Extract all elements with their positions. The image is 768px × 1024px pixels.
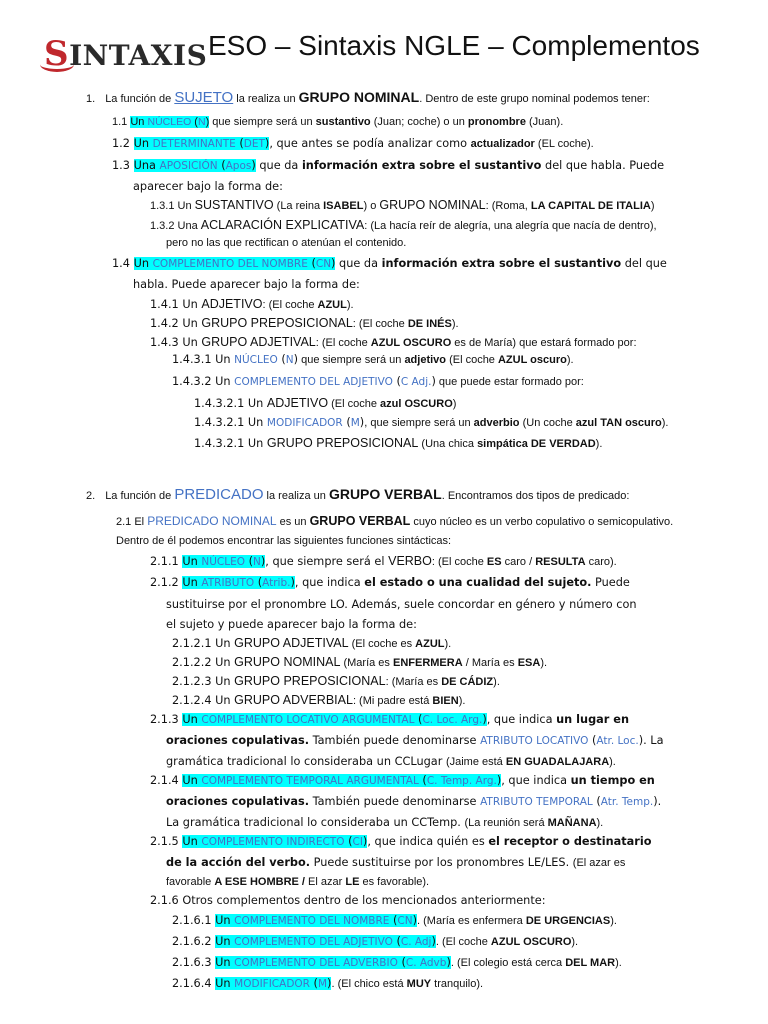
item-1-3-cont: aparecer bajo la forma de:	[133, 180, 283, 193]
item-2-1-6: 2.1.6 Otros complementos dentro de los mencionados anteriormente:	[150, 894, 546, 907]
item-2-1-5-cont2: favorable A ESE HOMBRE / El azar LE es favorable).	[166, 876, 430, 888]
item-1-4-cont: habla. Puede aparecer bajo la forma de:	[133, 278, 360, 291]
item-2-1-6-1: 2.1.6.1 Un COMPLEMENTO DEL NOMBRE (CN). (María es enfermera DE URGENCIAS).	[172, 914, 617, 927]
item-2-1-2-2: 2.1.2.2 Un GRUPO NOMINAL (María es ENFERMERA / María es ESA).	[172, 655, 548, 669]
item-1-4-3-2: 1.4.3.2 Un COMPLEMENTO DEL ADJETIVO (C Adj.) que puede estar formado por:	[172, 375, 584, 388]
item-2-1: 2.1 El PREDICADO NOMINAL es un GRUPO VERBAL cuyo núcleo es un verbo copulativo o semicopulativo.	[116, 514, 674, 528]
item-1-4-3-2-1-a: 1.4.3.2.1 Un ADJETIVO (El coche azul OSCURO)	[194, 396, 457, 410]
item-1-3-2: 1.3.2 Una ACLARACIÓN EXPLICATIVA: (La hacía reír de alegría, una alegría que nacía de dentro),	[150, 218, 657, 232]
item-2-1-2-cont1: sustituirse por el pronombre LO. Además, suele concordar en género y número con	[166, 598, 637, 611]
item-2-1-2-3: 2.1.2.3 Un GRUPO PREPOSICIONAL: (María es DE CÁDIZ).	[172, 674, 500, 688]
item-2-1-4-cont2: La gramática tradicional lo consideraba un CCTemp. (La reunión será MAÑANA).	[166, 816, 604, 829]
page-title: ESO – Sintaxis NGLE – Complementos	[208, 30, 700, 61]
page-header	[44, 30, 744, 74]
item-2-1-5: 2.1.5 Un COMPLEMENTO INDIRECTO (CI), que indica quién es el receptor o destinatario	[150, 835, 652, 848]
item-2-1-1: 2.1.1 Un NÚCLEO (N), que siempre será el VERBO: (El coche ES caro / RESULTA caro).	[150, 554, 617, 568]
section-1-heading: 1. La función de SUJETO la realiza un GRUPO NOMINAL. Dentro de este grupo nominal podemos tener:	[86, 89, 650, 106]
item-1-4-3-1: 1.4.3.1 Un NÚCLEO (N) que siempre será un adjetivo (El coche AZUL oscuro).	[172, 353, 574, 366]
item-2-1-4-cont1: oraciones copulativas. También puede denominarse ATRIBUTO TEMPORAL (Atr. Temp.).	[166, 795, 662, 808]
sintaxis-logo: SINTAXIS	[44, 34, 207, 74]
item-2-1-4: 2.1.4 Un COMPLEMENTO TEMPORAL ARGUMENTAL (C. Temp. Arg.), que indica un tiempo en	[150, 774, 655, 787]
item-2-1-5-cont1: de la acción del verbo. Puede sustituirse por los pronombres LE/LES. (El azar es	[166, 856, 626, 869]
item-1-3-2-cont: pero no las que rectifican o atenúan el contenido.	[166, 237, 407, 249]
item-1-4-3-2-1-b: 1.4.3.2.1 Un MODIFICADOR (M), que siempre será un adverbio (Un coche azul TAN oscuro).	[194, 416, 669, 429]
item-1-3-1: 1.3.1 Un SUSTANTIVO (La reina ISABEL) o GRUPO NOMINAL: (Roma, LA CAPITAL DE ITALIA)	[150, 198, 655, 212]
section-2-heading: 2. La función de PREDICADO la realiza un GRUPO VERBAL. Encontramos dos tipos de predicado:	[86, 486, 630, 503]
item-2-1-6-3: 2.1.6.3 Un COMPLEMENTO DEL ADVERBIO (C. Advb). (El colegio está cerca DEL MAR).	[172, 956, 622, 969]
item-2-1-2-4: 2.1.2.4 Un GRUPO ADVERBIAL: (Mi padre está BIEN).	[172, 693, 466, 707]
item-2-1-3: 2.1.3 Un COMPLEMENTO LOCATIVO ARGUMENTAL (C. Loc. Arg.), que indica un lugar en	[150, 713, 629, 726]
item-2-1-2: 2.1.2 Un ATRIBUTO (Atrib.), que indica el estado o una cualidad del sujeto. Puede	[150, 576, 630, 589]
item-2-1-3-cont2: gramática tradicional lo consideraba un CCLugar (Jaime está EN GUADALAJARA).	[166, 755, 616, 768]
item-1-4-1: 1.4.1 Un ADJETIVO: (El coche AZUL).	[150, 297, 354, 311]
item-2-1-2-1: 2.1.2.1 Un GRUPO ADJETIVAL (El coche es AZUL).	[172, 636, 452, 650]
item-2-1-3-cont1: oraciones copulativas. También puede denominarse ATRIBUTO LOCATIVO (Atr. Loc.). La	[166, 734, 664, 747]
item-2-1-2-cont2: el sujeto y puede aparecer bajo la forma de:	[166, 618, 417, 631]
item-1-1: 1.1 Un NÚCLEO (N) que siempre será un sustantivo (Juan; coche) o un pronombre (Juan).	[112, 116, 564, 128]
item-1-4-3: 1.4.3 Un GRUPO ADJETIVAL: (El coche AZUL OSCURO es de María) que estará formado por:	[150, 335, 637, 349]
item-1-4-3-2-1-c: 1.4.3.2.1 Un GRUPO PREPOSICIONAL (Una chica simpática DE VERDAD).	[194, 436, 603, 450]
item-2-1-6-2: 2.1.6.2 Un COMPLEMENTO DEL ADJETIVO (C. Adj). (El coche AZUL OSCURO).	[172, 935, 579, 948]
item-1-3: 1.3 Una APOSICIÓN (Apos) que da información extra sobre el sustantivo del que habla. Puede	[112, 159, 665, 172]
item-1-2: 1.2 Un DETERMINANTE (DET), que antes se podía analizar como actualizador (EL coche).	[112, 137, 594, 150]
item-2-1-cont: Dentro de él podemos encontrar las siguientes funciones sintácticas:	[116, 535, 452, 547]
item-1-4: 1.4 Un COMPLEMENTO DEL NOMBRE (CN) que da información extra sobre el sustantivo del que	[112, 257, 667, 270]
item-1-4-2: 1.4.2 Un GRUPO PREPOSICIONAL: (El coche DE INÉS).	[150, 316, 459, 330]
item-2-1-6-4: 2.1.6.4 Un MODIFICADOR (M). (El chico está MUY tranquilo).	[172, 977, 484, 990]
